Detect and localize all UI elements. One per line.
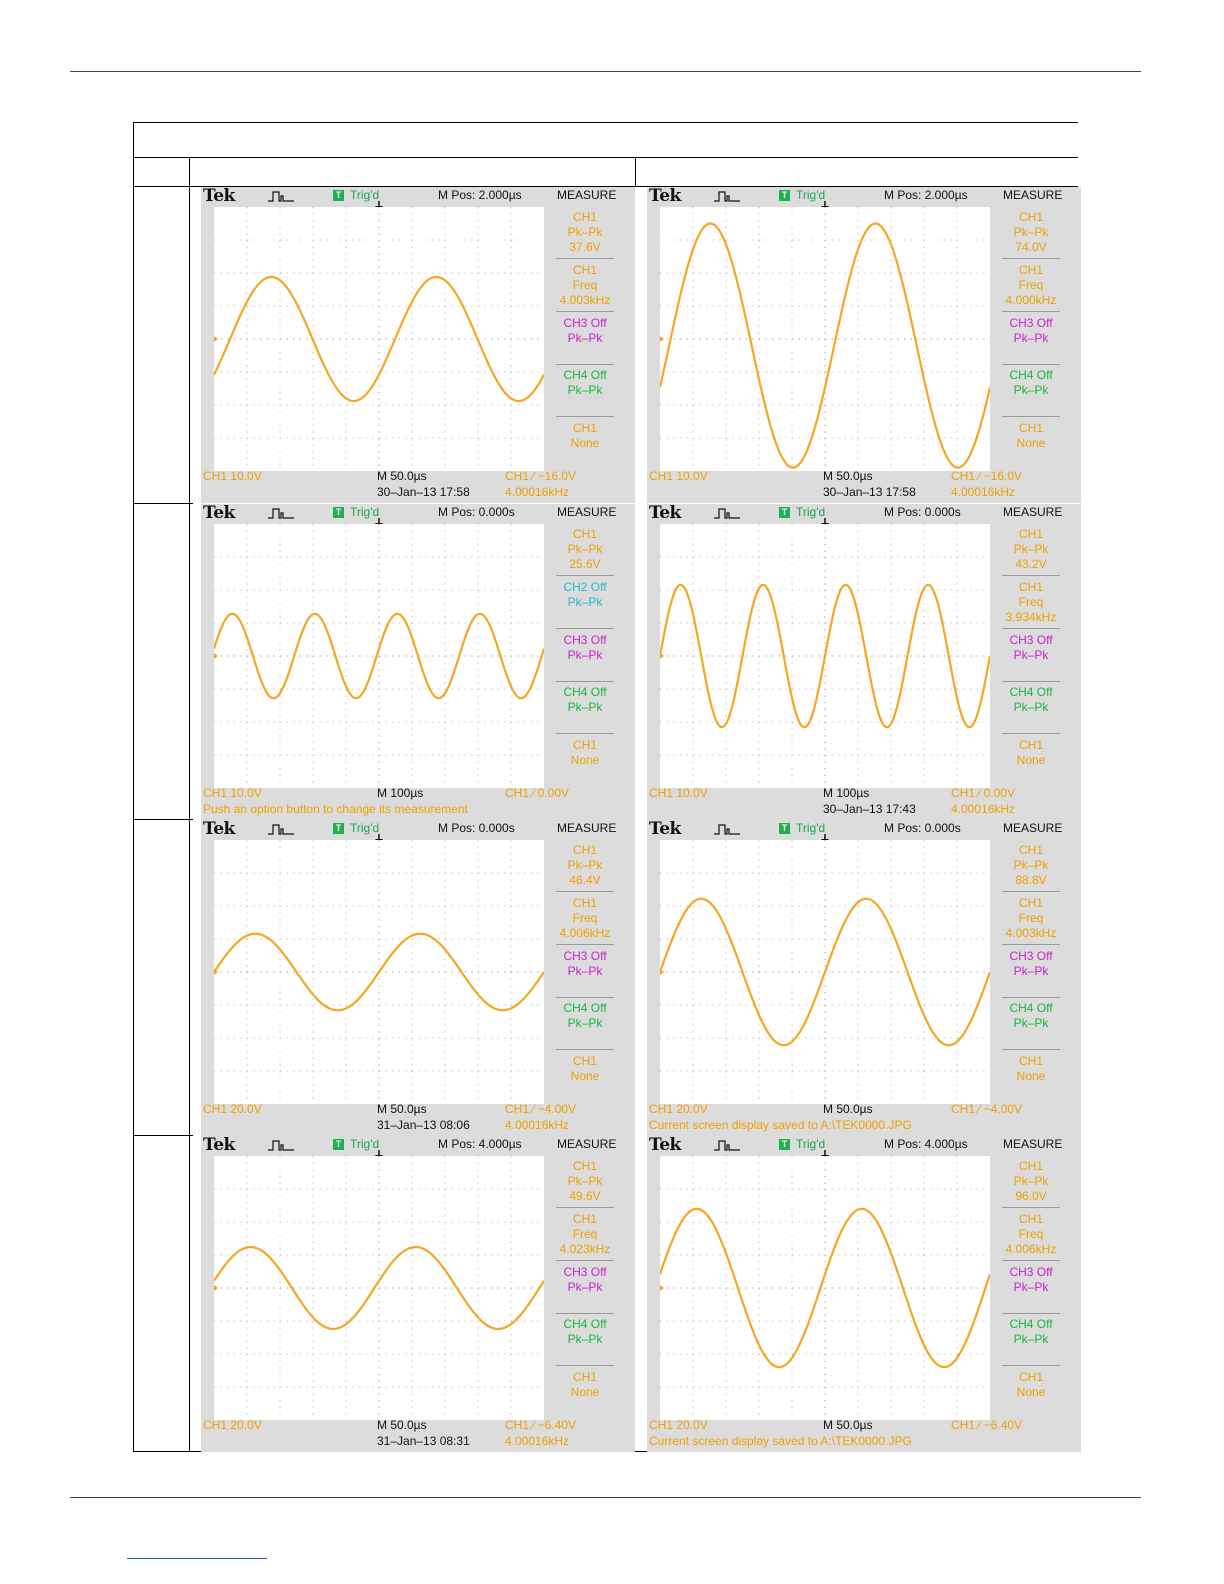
measure-slot-2[interactable] (554, 893, 616, 945)
trigger-level: CH1 ∕ 0.00V (951, 786, 1016, 800)
trigger-status: Trig'd (796, 505, 826, 519)
measure-slot-1[interactable] (554, 524, 616, 576)
measure-slot-line: CH1 (572, 421, 597, 436)
measure-slot-line: CH1 (572, 262, 597, 277)
waveform-graticule (214, 207, 544, 471)
measure-menu (554, 840, 616, 1104)
timebase: M 50.0µs (377, 1418, 427, 1432)
trigger-status: Trig'd (796, 188, 826, 202)
horizontal-position: M Pos: 2.000µs (884, 188, 968, 202)
pulse-trigger-icon (267, 506, 295, 520)
measure-slot-line: None (1016, 1069, 1046, 1084)
measure-slot-line: Freq (1018, 1226, 1044, 1241)
horizontal-position: M Pos: 0.000s (438, 505, 515, 519)
measure-slot-line: Pk–Pk (567, 963, 603, 978)
horizontal-position: M Pos: 4.000µs (438, 1137, 522, 1151)
trigger-badge: T (779, 1139, 790, 1150)
measure-slot-3[interactable] (554, 313, 616, 365)
measure-slot-3[interactable] (554, 630, 616, 682)
measure-slot-5[interactable] (554, 1367, 616, 1419)
waveform-graticule (660, 207, 990, 471)
trigger-level: CH1 ∕ −4.00V (505, 1102, 577, 1116)
header-rule (70, 71, 1141, 72)
measure-slot-line: Pk–Pk (567, 542, 603, 556)
measure-menu (554, 1156, 616, 1420)
measure-slot-2[interactable] (554, 260, 616, 312)
measure-slot-line: CH1 (572, 1054, 597, 1069)
measure-slot-line: 4.003kHz (1005, 925, 1057, 940)
measure-slot-line: 25.6V (569, 557, 601, 571)
timebase: M 50.0µs (377, 469, 427, 483)
measure-slot-line: 4.003kHz (559, 292, 611, 307)
tek-logo: Tek (649, 187, 681, 206)
measure-slot-line: CH4 Off (563, 1001, 607, 1016)
trigger-status: Trig'd (796, 1137, 826, 1151)
measure-slot-5[interactable] (554, 735, 616, 787)
measure-slot-1[interactable] (554, 207, 616, 259)
horizontal-position: M Pos: 4.000µs (884, 1137, 968, 1151)
measure-slot-line: CH1 (572, 738, 597, 753)
trigger-level: CH1 ∕ −16.0V (505, 469, 577, 483)
channel-scale: CH1 10.0V (649, 469, 708, 483)
measure-menu-title: MEASURE (557, 821, 617, 835)
measure-slot-2[interactable] (554, 577, 616, 629)
measure-slot-line: 3.934kHz (1005, 609, 1057, 624)
measure-slot-line: Freq (1018, 594, 1044, 609)
measure-slot-4[interactable] (1000, 998, 1062, 1050)
trigger-badge: T (333, 190, 344, 201)
measure-menu (1000, 207, 1062, 471)
timebase: M 100µs (377, 786, 424, 800)
capture-timestamp: 31–Jan–13 08:06 (377, 1118, 470, 1132)
measure-slot-2[interactable] (1000, 1209, 1062, 1261)
tek-logo: Tek (203, 504, 235, 523)
measure-menu-title: MEASURE (1003, 505, 1063, 519)
timebase: M 50.0µs (377, 1102, 427, 1116)
measure-slot-line: CH1 (1018, 843, 1043, 857)
measure-slot-line: 49.6V (569, 1189, 601, 1203)
scope-screen-r4c1 (201, 1136, 635, 1452)
capture-timestamp: 31–Jan–13 08:31 (377, 1434, 470, 1448)
measure-slot-line: Pk–Pk (1013, 647, 1049, 662)
trigger-badge: T (333, 1139, 344, 1150)
measure-slot-line: CH1 (1018, 1370, 1043, 1385)
measure-slot-line: Pk–Pk (1013, 225, 1049, 239)
channel-scale: CH1 20.0V (203, 1418, 262, 1432)
measure-slot-line: 4.006kHz (1005, 1241, 1057, 1256)
measure-slot-line: CH4 Off (1009, 368, 1053, 383)
measure-slot-4[interactable] (554, 998, 616, 1050)
measure-slot-line: CH1 (1018, 210, 1043, 224)
measure-slot-line: CH1 (1018, 1054, 1043, 1069)
waveform-graticule (660, 524, 990, 788)
scope-screen-r2c1 (201, 504, 635, 820)
measure-slot-line: None (570, 1069, 600, 1084)
trigger-status: Trig'd (350, 1137, 380, 1151)
table-row-divider-2 (133, 819, 193, 820)
measure-slot-line: None (570, 753, 600, 768)
tek-logo: Tek (203, 187, 235, 206)
status-message: Current screen display saved to A:\TEK0000.JPG (649, 1118, 912, 1132)
trigger-level: CH1 ∕ −6.40V (505, 1418, 577, 1432)
measure-slot-3[interactable] (1000, 1262, 1062, 1314)
measure-slot-line: CH1 (1018, 579, 1043, 594)
measure-slot-1[interactable] (554, 840, 616, 892)
measure-menu (1000, 524, 1062, 788)
measure-slot-3[interactable] (1000, 630, 1062, 682)
measure-slot-line: Pk–Pk (1013, 1016, 1049, 1031)
measure-slot-line: CH1 (572, 1159, 597, 1173)
trigger-frequency: 4.00016kHz (951, 802, 1016, 816)
footer-link-underline (127, 1558, 267, 1559)
measure-menu (554, 207, 616, 471)
measure-slot-line: Freq (1018, 910, 1044, 925)
measure-slot-line: None (1016, 1385, 1046, 1400)
channel-scale: CH1 10.0V (649, 786, 708, 800)
measure-slot-line: Pk–Pk (567, 858, 603, 872)
measure-slot-line: CH1 (572, 527, 597, 541)
measure-slot-2[interactable] (554, 1209, 616, 1261)
measure-slot-line: 37.6V (569, 240, 601, 254)
channel-scale: CH1 20.0V (203, 1102, 262, 1116)
measure-slot-line: Pk–Pk (1013, 1279, 1049, 1294)
measure-slot-4[interactable] (554, 682, 616, 734)
measure-slot-1[interactable] (1000, 1156, 1062, 1208)
measure-slot-line: None (1016, 436, 1046, 451)
measure-slot-line: CH1 (1018, 1159, 1043, 1173)
status-message: Push an option button to change its measurement (203, 802, 468, 816)
measure-slot-line: CH1 (1018, 262, 1043, 277)
trigger-badge: T (779, 190, 790, 201)
tek-logo: Tek (649, 1136, 681, 1155)
measure-slot-line: 88.8V (1015, 873, 1047, 887)
trigger-status: Trig'd (350, 505, 380, 519)
pulse-trigger-icon (267, 1138, 295, 1152)
trigger-level: CH1 ∕ −6.40V (951, 1418, 1023, 1432)
status-message: Current screen display saved to A:\TEK0000.JPG (649, 1434, 912, 1448)
channel-scale: CH1 10.0V (203, 786, 262, 800)
trigger-frequency: 4.00016kHz (505, 485, 570, 499)
pulse-trigger-icon (267, 822, 295, 836)
measure-slot-line: Pk–Pk (567, 647, 603, 662)
measure-slot-line: Pk–Pk (567, 1279, 603, 1294)
measure-slot-5[interactable] (554, 418, 616, 470)
measure-slot-line: 4.023kHz (559, 1241, 611, 1256)
measure-slot-line: Pk–Pk (1013, 383, 1049, 398)
scope-screen-r2c2 (647, 504, 1081, 820)
trigger-badge: T (333, 507, 344, 518)
table-top-border (133, 122, 1078, 123)
tek-logo: Tek (649, 820, 681, 839)
measure-slot-line: CH4 Off (563, 368, 607, 383)
measure-slot-5[interactable] (1000, 1367, 1062, 1419)
measure-slot-line: CH1 (572, 843, 597, 857)
tek-logo: Tek (203, 1136, 235, 1155)
scope-screen-r1c1 (201, 187, 635, 503)
scope-screen-r3c2 (647, 820, 1081, 1136)
measure-slot-1[interactable] (1000, 524, 1062, 576)
waveform-graticule (214, 840, 544, 1104)
pulse-trigger-icon (713, 506, 741, 520)
trigger-level: CH1 ∕ 0.00V (505, 786, 570, 800)
channel-scale: CH1 20.0V (649, 1418, 708, 1432)
measure-slot-line: 96.0V (1015, 1189, 1047, 1203)
measure-slot-line: Pk–Pk (1013, 1174, 1049, 1188)
measure-slot-5[interactable] (1000, 735, 1062, 787)
measure-slot-line: CH3 Off (1009, 632, 1053, 647)
measure-slot-1[interactable] (554, 1156, 616, 1208)
measure-slot-line: CH3 Off (563, 948, 607, 963)
horizontal-position: M Pos: 0.000s (884, 505, 961, 519)
trigger-badge: T (333, 823, 344, 834)
measure-slot-line: Pk–Pk (567, 594, 603, 609)
measure-slot-line: CH4 Off (1009, 1001, 1053, 1016)
scope-screen-r4c2 (647, 1136, 1081, 1452)
trigger-status: Trig'd (350, 188, 380, 202)
measure-slot-line: 4.006kHz (559, 925, 611, 940)
trigger-status: Trig'd (796, 821, 826, 835)
measure-slot-2[interactable] (1000, 577, 1062, 629)
measure-slot-line: Pk–Pk (567, 1332, 603, 1347)
measure-slot-line: CH1 (1018, 1211, 1043, 1226)
trigger-frequency: 4.00016kHz (505, 1434, 570, 1448)
timebase: M 50.0µs (823, 1418, 873, 1432)
measure-slot-line: Pk–Pk (567, 1016, 603, 1031)
measure-slot-line: None (570, 1385, 600, 1400)
measure-slot-line: 74.0V (1015, 240, 1047, 254)
pulse-trigger-icon (713, 1138, 741, 1152)
measure-slot-line: CH1 (572, 1370, 597, 1385)
pulse-trigger-icon (713, 822, 741, 836)
measure-slot-line: CH4 Off (563, 685, 607, 700)
measure-slot-line: Pk–Pk (567, 700, 603, 715)
trigger-frequency: 4.00016kHz (505, 1118, 570, 1132)
measure-slot-line: CH1 (1018, 895, 1043, 910)
measure-slot-line: Pk–Pk (567, 225, 603, 239)
table-row-divider-1 (133, 503, 193, 504)
measure-slot-line: 46.4V (569, 873, 601, 887)
measure-slot-line: Pk–Pk (1013, 858, 1049, 872)
timebase: M 50.0µs (823, 469, 873, 483)
measure-slot-line: Pk–Pk (1013, 1332, 1049, 1347)
measure-menu (1000, 840, 1062, 1104)
measure-slot-4[interactable] (1000, 1314, 1062, 1366)
waveform-graticule (660, 840, 990, 1104)
measure-slot-line: CH3 Off (1009, 1264, 1053, 1279)
measure-slot-line: CH3 Off (563, 315, 607, 330)
table-row-divider-3 (133, 1135, 193, 1136)
measure-slot-line: CH4 Off (1009, 685, 1053, 700)
measure-menu-title: MEASURE (1003, 188, 1063, 202)
measure-menu (1000, 1156, 1062, 1420)
table-label-column-divider (189, 157, 190, 1452)
waveform-graticule (214, 524, 544, 788)
measure-slot-5[interactable] (1000, 1051, 1062, 1103)
measure-slot-1[interactable] (1000, 207, 1062, 259)
measure-menu-title: MEASURE (557, 188, 617, 202)
channel-scale: CH1 20.0V (649, 1102, 708, 1116)
capture-timestamp: 30–Jan–13 17:43 (823, 802, 916, 816)
measure-menu-title: MEASURE (1003, 1137, 1063, 1151)
measure-slot-line: Pk–Pk (1013, 542, 1049, 556)
trigger-badge: T (779, 823, 790, 834)
measure-slot-4[interactable] (1000, 682, 1062, 734)
scope-screen-r3c1 (201, 820, 635, 1136)
measure-menu-title: MEASURE (1003, 821, 1063, 835)
measure-slot-line: Freq (572, 277, 598, 292)
measure-slot-line: CH1 (572, 210, 597, 224)
measure-slot-line: CH4 Off (1009, 1317, 1053, 1332)
measure-slot-line: CH3 Off (563, 1264, 607, 1279)
measure-slot-5[interactable] (554, 1051, 616, 1103)
measure-slot-line: CH1 (572, 1211, 597, 1226)
trigger-frequency: 4.00016kHz (951, 485, 1016, 499)
measure-slot-line: 4.000kHz (1005, 292, 1057, 307)
measure-slot-line: Pk–Pk (567, 1174, 603, 1188)
horizontal-position: M Pos: 2.000µs (438, 188, 522, 202)
measure-slot-line: CH1 (1018, 421, 1043, 436)
table-header-divider (133, 157, 1078, 158)
tek-logo: Tek (203, 820, 235, 839)
measure-slot-line: Freq (1018, 277, 1044, 292)
measure-slot-line: 43.2V (1015, 557, 1047, 571)
measure-slot-3[interactable] (554, 946, 616, 998)
horizontal-position: M Pos: 0.000s (438, 821, 515, 835)
timebase: M 100µs (823, 786, 870, 800)
tek-logo: Tek (649, 504, 681, 523)
table-left-border (133, 122, 134, 1452)
measure-slot-line: CH3 Off (563, 632, 607, 647)
timebase: M 50.0µs (823, 1102, 873, 1116)
measure-slot-line: None (1016, 753, 1046, 768)
measure-slot-line: CH1 (572, 895, 597, 910)
measure-slot-line: Pk–Pk (1013, 330, 1049, 345)
pulse-trigger-icon (267, 189, 295, 203)
measure-menu-title: MEASURE (557, 1137, 617, 1151)
measure-slot-line: CH4 Off (563, 1317, 607, 1332)
measure-slot-2[interactable] (1000, 893, 1062, 945)
capture-timestamp: 30–Jan–13 17:58 (377, 485, 470, 499)
measure-slot-line: CH2 Off (563, 579, 607, 594)
measure-slot-2[interactable] (1000, 260, 1062, 312)
measure-slot-4[interactable] (554, 365, 616, 417)
measure-slot-line: CH1 (1018, 738, 1043, 753)
pulse-trigger-icon (713, 189, 741, 203)
waveform-graticule (660, 1156, 990, 1420)
trigger-level: CH1 ∕ −4.00V (951, 1102, 1023, 1116)
capture-timestamp: 30–Jan–13 17:58 (823, 485, 916, 499)
measure-slot-3[interactable] (554, 1262, 616, 1314)
horizontal-position: M Pos: 0.000s (884, 821, 961, 835)
channel-scale: CH1 10.0V (203, 469, 262, 483)
measure-slot-line: CH3 Off (1009, 948, 1053, 963)
measure-slot-line: CH1 (1018, 527, 1043, 541)
measure-slot-3[interactable] (1000, 946, 1062, 998)
trigger-level: CH1 ∕ −16.0V (951, 469, 1023, 483)
measure-slot-3[interactable] (1000, 313, 1062, 365)
measure-slot-line: CH3 Off (1009, 315, 1053, 330)
measure-menu (554, 524, 616, 788)
measure-slot-line: None (570, 436, 600, 451)
measure-slot-line: Freq (572, 1226, 598, 1241)
table-column-divider (635, 157, 636, 187)
trigger-status: Trig'd (350, 821, 380, 835)
measure-slot-line: Freq (572, 910, 598, 925)
scope-screen-r1c2 (647, 187, 1081, 503)
measure-slot-4[interactable] (1000, 365, 1062, 417)
measure-slot-5[interactable] (1000, 418, 1062, 470)
measure-slot-line: Pk–Pk (1013, 700, 1049, 715)
measure-slot-line: Pk–Pk (567, 330, 603, 345)
trigger-badge: T (779, 507, 790, 518)
measure-slot-1[interactable] (1000, 840, 1062, 892)
waveform-graticule (214, 1156, 544, 1420)
measure-slot-line: Pk–Pk (567, 383, 603, 398)
measure-menu-title: MEASURE (557, 505, 617, 519)
measure-slot-4[interactable] (554, 1314, 616, 1366)
footer-rule (70, 1497, 1141, 1498)
measure-slot-line: Pk–Pk (1013, 963, 1049, 978)
